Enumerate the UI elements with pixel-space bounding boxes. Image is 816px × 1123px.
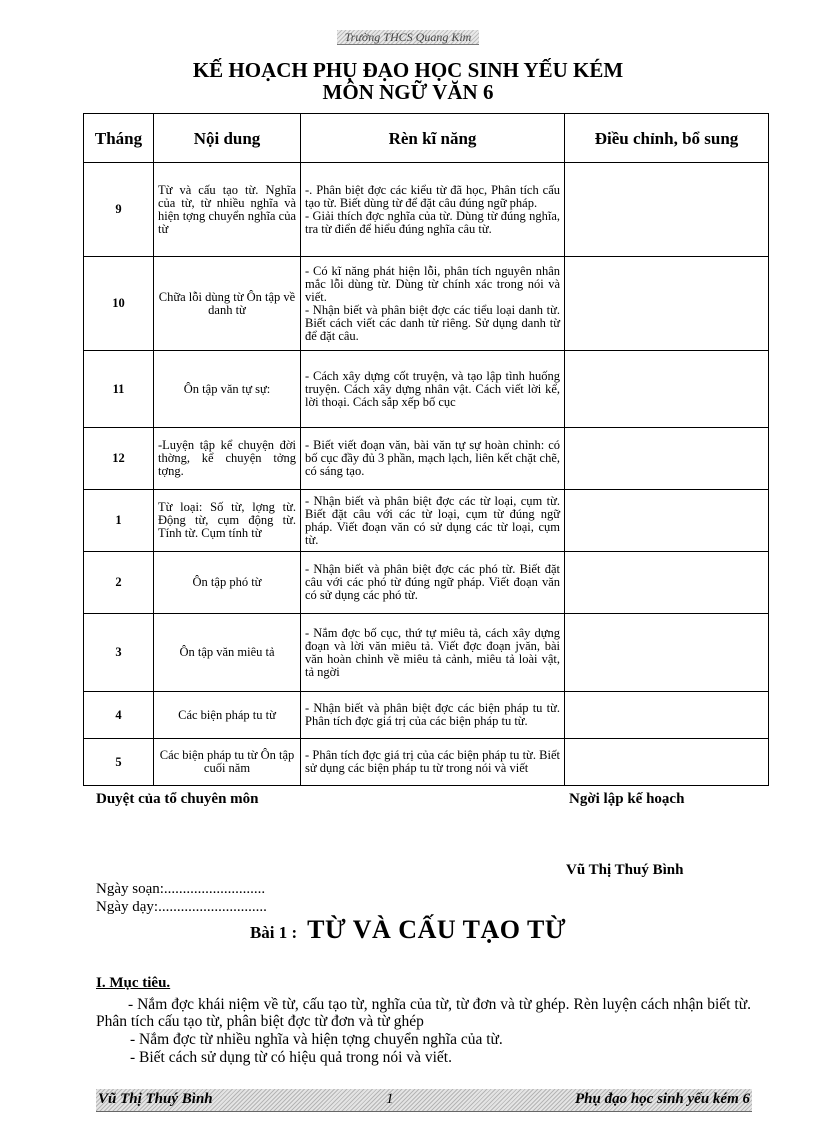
page-title: KẾ HOẠCH PHỤ ĐẠO HỌC SINH YẾU KÉM [192, 58, 624, 82]
planner-label: Ngời lập kế hoạch [569, 791, 685, 807]
school-name: Trường THCS Quang Kim [337, 30, 480, 45]
lesson-title [0, 915, 816, 945]
row-month: 5 [84, 739, 154, 786]
row-content: Ôn tập văn miêu tả [154, 614, 301, 692]
footer-author: Vũ Thị Thuý Bình [98, 1091, 213, 1107]
row-adjust [565, 614, 769, 692]
row-skills [301, 739, 565, 786]
row-content: Các biện pháp tu từ Ôn tập cuối năm [154, 739, 301, 786]
table-row [84, 552, 769, 614]
skill-item: - Nhận biết và phân biệt đợc các phó từ. Biết đặt câu với các phó từ đúng ngữ pháp. Viết đoạn văn có sử dụng các phó từ. [305, 562, 560, 602]
header-adjust: Điều chỉnh, bổ sung [565, 114, 769, 163]
header-month: Tháng [84, 114, 154, 163]
section-heading: I. Mục tiêu. [96, 975, 171, 991]
row-content: Chữa lỗi dùng từ Ôn tập về danh từ [154, 257, 301, 351]
row-month: 1 [84, 490, 154, 552]
skill-item: - Nhận biết và phân biệt đợc các tiểu loại danh từ. Biết cách viết các danh từ riêng. Sử dụng danh từ để đặt câu. [305, 302, 560, 343]
date-prepared: Ngày soạn:........................... [96, 881, 266, 897]
objective-paragraph: - Nắm đợc khái niệm về từ, cấu tạo từ, nghĩa của từ, từ đơn và từ ghép. Rèn luyện cách nhận biết từ. Phân tích cấu tạo từ, phân biệt đợc từ đơn và từ ghép [96, 996, 751, 1030]
skill-item: - Nhận biết và phân biệt đợc các từ loại, cụm từ. Biết đặt câu với các từ loại, cụm từ đúng ngữ pháp. Viết đoạn văn có sử dụng các từ loại, cụm từ. [305, 493, 560, 547]
table-row [84, 257, 769, 351]
skill-item: - Cách xây dựng cốt truyện, và tạo lập tình huống truyện. Cách xây dựng nhân vật. Cách viết lời kể, lời thoại. Cách sắp xếp bố cục [305, 368, 560, 409]
skill-item: - Nhận biết và phân biệt đợc các biện pháp tu từ. Phân tích đợc giá trị của các biện pháp tu từ. [305, 701, 560, 728]
table-row [84, 490, 769, 552]
row-adjust [565, 490, 769, 552]
skill-item: - Giải thích đợc nghĩa của từ. Dùng từ đúng nghĩa, tra từ điển để hiểu đúng nghĩa câu từ. [305, 208, 560, 236]
school-header [0, 28, 816, 46]
skill-item: - Có kĩ năng phát hiện lỗi, phân tích nguyên nhân mắc lỗi dùng từ. Dùng từ chính xác trong nói và viết. [305, 263, 560, 304]
table-row [84, 163, 769, 257]
row-content: Ôn tập văn tự sự: [154, 351, 301, 428]
objective-paragraph: - Biết cách sử dụng từ có hiệu quả trong nói và viết. [130, 1049, 452, 1066]
row-content: Ôn tập phó từ [154, 552, 301, 614]
table-row [84, 428, 769, 490]
skill-item: - Phân tích đợc giá trị của các biện pháp tu từ. Biết sử dụng các biện pháp tu từ trong nói và viết [305, 748, 560, 775]
row-adjust [565, 163, 769, 257]
table-row [84, 692, 769, 739]
header-content: Nội dung [154, 114, 301, 163]
planner-name: Vũ Thị Thuý Bình [566, 862, 684, 878]
footer-page-number: 1 [386, 1091, 394, 1107]
row-month: 11 [84, 351, 154, 428]
row-adjust [565, 257, 769, 351]
page-subtitle: MÔN NGỮ VĂN 6 [322, 80, 494, 104]
row-month: 9 [84, 163, 154, 257]
row-content: -Luyện tập kể chuyện đời thờng, kể chuyện tởng tợng. [154, 428, 301, 490]
plan-table [83, 113, 769, 786]
row-skills [301, 428, 565, 490]
row-adjust [565, 692, 769, 739]
table-row [84, 739, 769, 786]
row-month: 2 [84, 552, 154, 614]
row-skills [301, 351, 565, 428]
footer-course: Phụ đạo học sinh yếu kém 6 [574, 1091, 750, 1107]
row-content: Từ và cấu tạo từ. Nghĩa của từ, từ nhiều nghĩa và hiện tợng chuyển nghĩa của từ [154, 163, 301, 257]
row-month: 10 [84, 257, 154, 351]
row-skills [301, 614, 565, 692]
table-row [84, 351, 769, 428]
header-skills: Rèn kĩ năng [301, 114, 565, 163]
row-content: Các biện pháp tu từ [154, 692, 301, 739]
approval-label: Duyệt của tổ chuyên môn [96, 791, 259, 807]
lesson-number: Bài 1 : [249, 923, 298, 942]
row-skills [301, 552, 565, 614]
row-content: Từ loại: Số từ, lợng từ. Động từ, cụm động từ. Tính từ. Cụm tính từ [154, 490, 301, 552]
row-adjust [565, 351, 769, 428]
row-month: 3 [84, 614, 154, 692]
skill-item: -. Phân biệt đợc các kiểu từ đã học, Phân tích cấu tạo từ. Biết dùng từ để đặt câu đúng ngữ pháp. [305, 182, 560, 210]
skill-item: - Nắm đợc bố cục, thứ tự miêu tả, cách xây dựng đoạn và lời văn miêu tả. Viết đợc đoạn jvăn, bài văn hoàn chỉnh về miêu tả cảnh, miêu tả loài vật, tả ngời [305, 625, 560, 679]
table-row [84, 614, 769, 692]
row-skills [301, 692, 565, 739]
page-footer [96, 1089, 752, 1112]
row-month: 12 [84, 428, 154, 490]
row-adjust [565, 739, 769, 786]
row-skills [301, 257, 565, 351]
row-skills [301, 490, 565, 552]
row-adjust [565, 552, 769, 614]
row-adjust [565, 428, 769, 490]
date-taught: Ngày dạy:............................. [96, 899, 267, 915]
skill-item: - Biết viết đoạn văn, bài văn tự sự hoàn chỉnh: có bố cục đầy đủ 3 phần, mạch lạch, liên kết chặt chẽ, có sáng tạo. [305, 438, 560, 478]
row-month: 4 [84, 692, 154, 739]
objective-paragraph: - Nắm đợc từ nhiều nghĩa và hiện tợng chuyển nghĩa của từ. [130, 1031, 503, 1048]
row-skills [301, 163, 565, 257]
table-header-row [84, 114, 769, 163]
lesson-name: TỪ VÀ CẤU TẠO TỪ [307, 915, 567, 944]
